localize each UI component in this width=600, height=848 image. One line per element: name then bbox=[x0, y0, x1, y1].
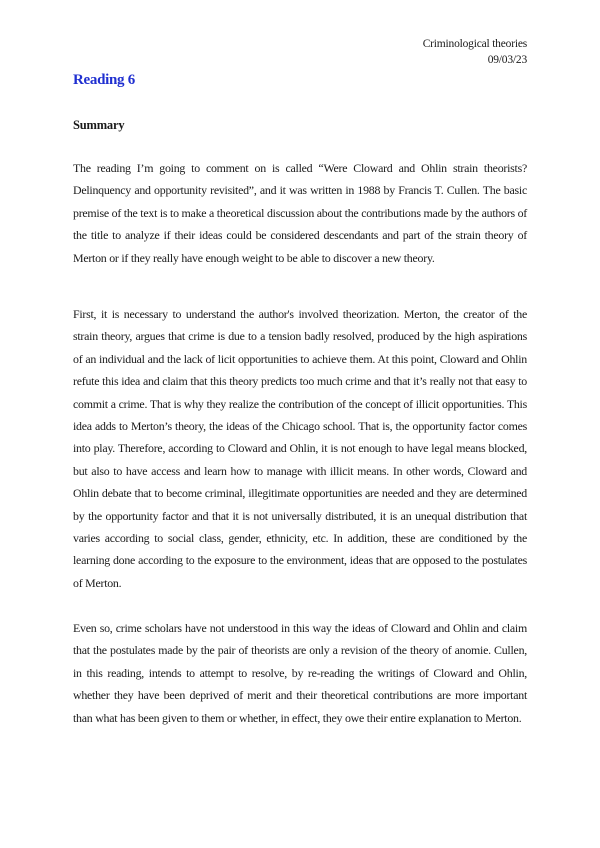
page-title: Reading 6 bbox=[73, 72, 135, 88]
header-course: Criminological theories bbox=[422, 38, 527, 50]
paragraph-3: Even so, crime scholars have not understood in this way the ideas of Cloward and Ohlin and claim that the postulates made by the pair of theorists are only a revision of the theory of anomie. Cullen, in this reading, intends to attempt to resolve, by re-reading the writings of Cloward and Ohlin, whether they have been deprived of merit and their theoretical contributions are more important than what has been given to them or whether, in effect, they owe their entire explanation to Merton. bbox=[73, 621, 527, 725]
paragraph-2: First, it is necessary to understand the author's involved theorization. Merton, the creator of the strain theory, argues that crime is due to a tension badly resolved, produced by the high aspirations of an individual and the lack of licit opportunities to achieve them. At this point, Cloward and Ohlin refute this idea and claim that this theory predicts too much crime and that it’s really not that easy to commit a crime. That is why they realize the contribution of the concept of illicit opportunities. This idea adds to Merton’s theory, the ideas of the Chicago school. That is, the opportunity factor comes into play. Therefore, according to Cloward and Ohlin, it is not enough to have legal means blocked, but also to have access and learn how to manage with illicit means. In other words, Cloward and Ohlin debate that to become criminal, illegitimate opportunities are needed and they are determined by the opportunity factor and that it is not universally distributed, it is an unequal distribution that varies according to social class, gender, ethnicity, etc. In addition, these are conditioned by the learning done according to the exposure to the environment, ideas that are opposed to the postulates of Merton. bbox=[73, 307, 527, 590]
header-date: 09/03/23 bbox=[487, 54, 527, 66]
page-header bbox=[423, 36, 527, 68]
section-heading: Summary bbox=[73, 118, 125, 132]
paragraph-1: The reading I’m going to comment on is called “Were Cloward and Ohlin strain theorists? Delinquency and opportunity revisited”, and it was written in 1988 by Francis T. Cullen. The basic premise of the text is to make a theoretical discussion about the contributions made by the authors of the title to analyze if their ideas could be considered descendants and part of the strain theory of Merton or if they really have enough weight to be able to discover a new theory. bbox=[73, 161, 527, 265]
